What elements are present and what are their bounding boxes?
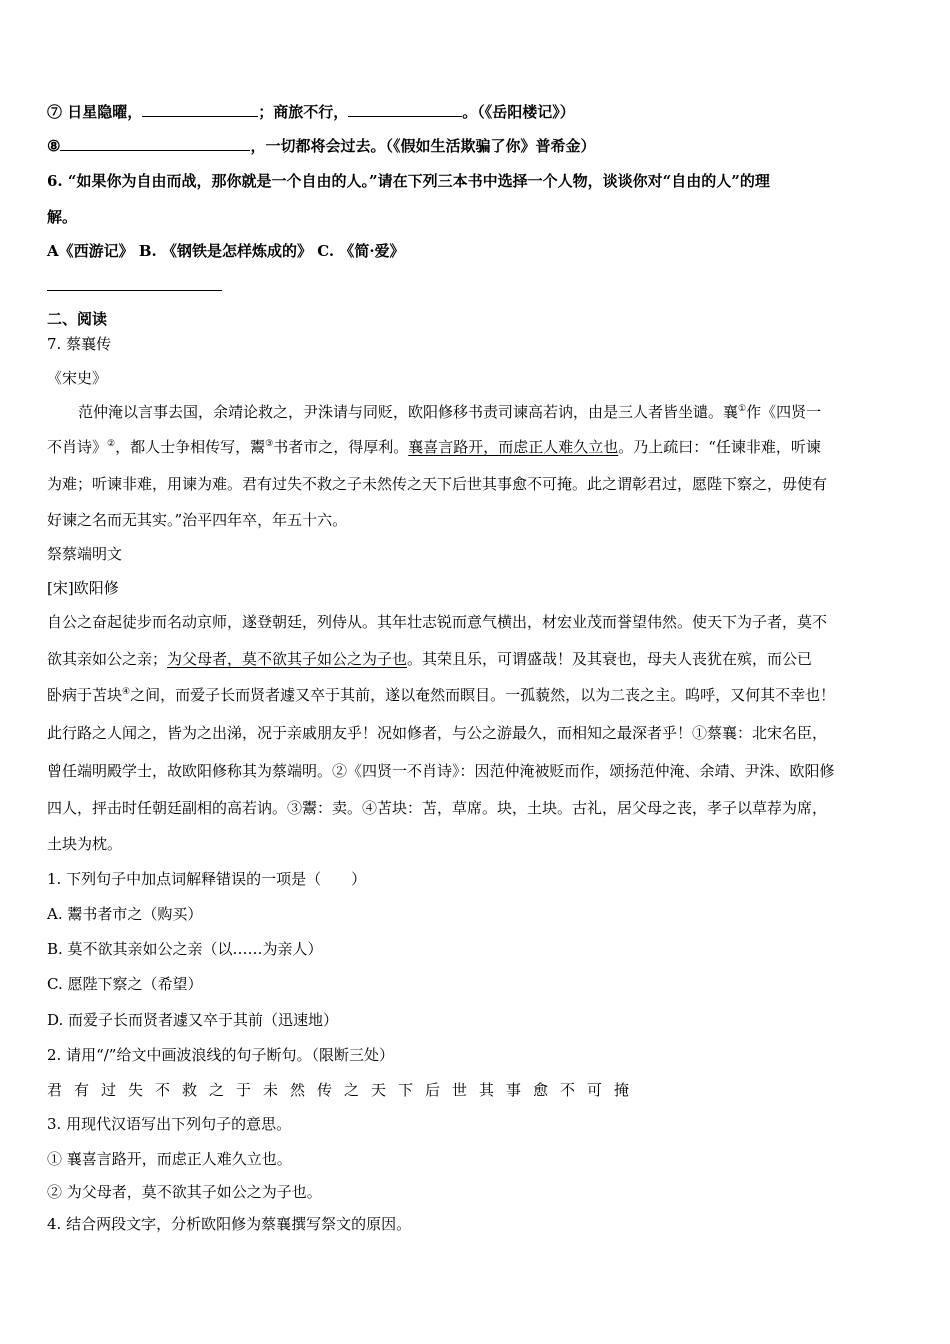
q7-title: 7. 蔡襄传 [47, 335, 112, 353]
q5-item-8: ⑧ ，一切都将会过去。（《假如生活欺骗了你》普希金） [47, 137, 596, 155]
underlined-sentence: 为父母者，莫不欲其子如公之为子也 [167, 650, 408, 668]
footnote-line: 四人，抨击时任朝廷副相的高若讷。③鬻：卖。④苫块：苫，草席。块，土块。古礼，居父母之丧，孝子以草荐为席， [47, 799, 828, 817]
passage1-line: 不肖诗》②，都人士争相传写，鬻③书者市之，得厚利。襄喜言路开，而虑正人难久立也。乃上疏曰：“任谏非难，听谏 [47, 438, 821, 456]
question-1: 1. 下列句子中加点词解释错误的一项是（ ） [47, 870, 367, 888]
passage2-author: [宋]欧阳修 [47, 579, 119, 597]
footnote-line: 曾任端明殿学士，故欧阳修称其为蔡端明。②《四贤一不肖诗》：因范仲淹被贬而作，颂扬范仲淹、余靖、尹洙、欧阳修 [47, 762, 835, 780]
passage1-line: 范仲淹以言事去国，余靖论救之，尹洙请与同贬，欧阳修移书责司谏高若讷，由是三人者皆坐谴。襄①作《四贤一 [78, 403, 822, 421]
q1-option-d[interactable]: D. 而爱子长而贤者遽又卒于其前（迅速地） [47, 1011, 339, 1029]
question-3: 3. 用现代汉语写出下列句子的意思。 [47, 1115, 292, 1133]
passage2-line: 欲其亲如公之亲；为父母者，莫不欲其子如公之为子也。其荣且乐，可谓盛哉！及其衰也，母夫人丧犹在殡，而公已 [47, 650, 813, 668]
source-title: 《宋史》 [47, 369, 108, 387]
underlined-sentence: 襄喜言路开，而虑正人难久立也 [408, 438, 619, 456]
passage2-line: 自公之奋起徒步而名动京师，遂登朝廷，列侍从。其年壮志锐而意气横出，材宏业茂而誉望伟然。使天下为子者，莫不 [47, 613, 828, 631]
question-2: 2. 请用“/”给文中画波浪线的句子断句。（限断三处） [47, 1046, 394, 1064]
q2-sentence: 君有过失不救之于未然传之天下后世其事愈不可掩 [47, 1081, 642, 1099]
passage2-title: 祭蔡端明文 [47, 545, 123, 563]
q3-item-2: ② 为父母者，莫不欲其子如公之为子也。 [47, 1183, 322, 1201]
q3-item-1: ① 襄喜言路开，而虑正人难久立也。 [47, 1150, 292, 1168]
q5-item-7: ⑦ 日星隐曜， ；商旅不行， 。（《岳阳楼记》） [47, 103, 575, 121]
q1-option-a[interactable]: A. 鬻书者市之（购买） [47, 905, 203, 923]
section-heading: 二、阅读 [47, 310, 108, 328]
q6-prompt-line2: 解。 [47, 208, 78, 226]
answer-blank[interactable] [348, 102, 462, 117]
passage1-line: 为难；听谏非难，用谏为难。君有过失不救之子未然传之天下后世其事愈不可掩。此之谓彰君过，愿陛下察之，毋使有 [47, 475, 828, 493]
passage1-line: 好谏之名而无其实。”治平四年卒，年五十六。 [47, 511, 348, 529]
q6-options: A《西游记》 B. 《钢铁是怎样炼成的》 C. 《简·爱》 [47, 242, 405, 260]
passage2-line: 此行路之人闻之，皆为之出涕，况于亲戚朋友乎！况如修者，与公之游最久，而相知之最深者乎！①蔡襄：北宋名臣， [47, 724, 828, 742]
answer-blank[interactable] [60, 136, 250, 151]
q6-answer-line[interactable] [47, 290, 222, 291]
footnote-line: 土块为枕。 [47, 835, 123, 853]
question-4: 4. 结合两段文字，分析欧阳修为蔡襄撰写祭文的原因。 [47, 1215, 412, 1233]
q1-option-c[interactable]: C. 愿陛下察之（希望） [47, 975, 203, 993]
passage2-line: 卧病于苫块④之间，而爱子长而贤者遽又卒于其前，遂以奄然而瞑目。一孤藐然，以为二丧之主。呜呼，又何其不幸也！ [47, 686, 836, 704]
q6-prompt-line1: 6. “如果你为自由而战，那你就是一个自由的人。”请在下列三本书中选择一个人物，谈谈你对“自由的人”的理 [47, 172, 770, 190]
answer-blank[interactable] [142, 102, 258, 117]
q1-option-b[interactable]: B. 莫不欲其亲如公之亲（以……为亲人） [47, 940, 323, 958]
